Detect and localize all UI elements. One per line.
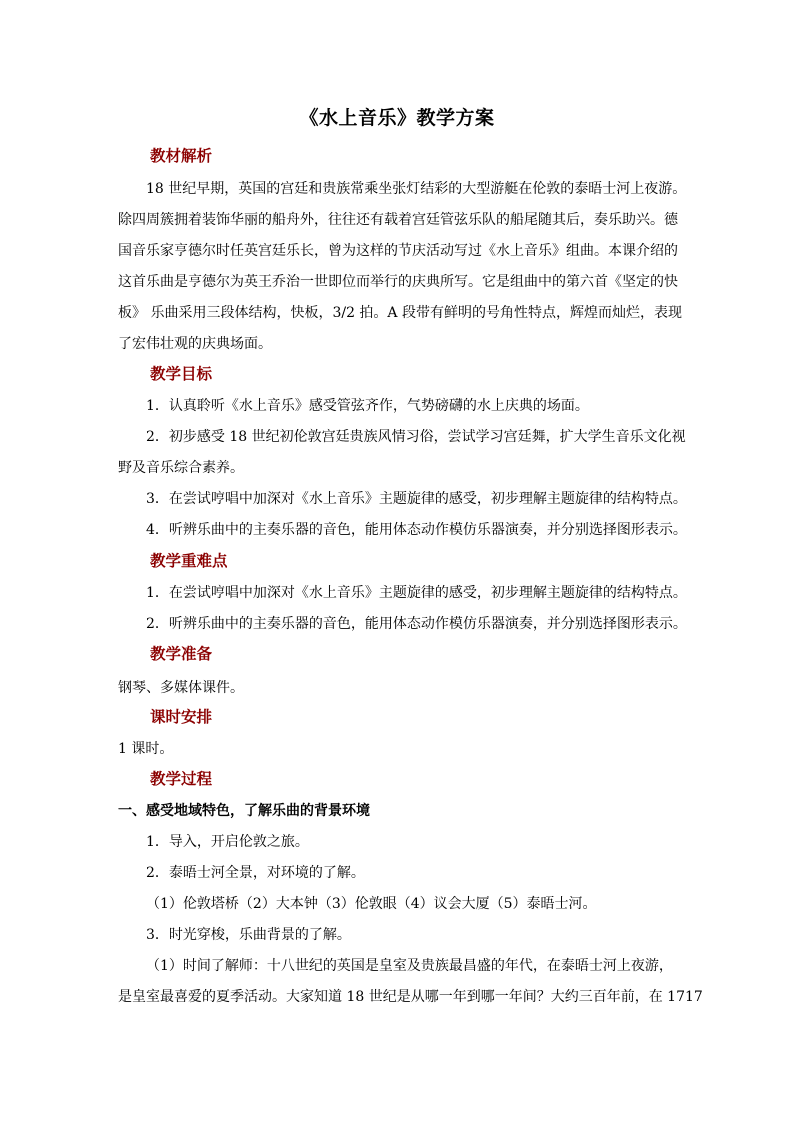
goal-item: 1．认真聆听《水上音乐》感受管弦齐作，气势磅礴的水上庆典的场面。 <box>146 398 589 414</box>
schedule-text: 1 课时。 <box>118 741 174 757</box>
section-heading-key-points: 教学重难点 <box>150 551 228 570</box>
analysis-line: 板》 乐曲采用三段体结构，快板，3/2 拍。A 段带有鲜明的号角性特点，辉煌而灿烂，表现 <box>118 305 682 321</box>
goal-item: 4．听辨乐曲中的主奏乐器的音色，能用体态动作模仿乐器演奏，并分别选择图形表示。 <box>146 522 687 538</box>
section-heading-schedule: 课时安排 <box>150 707 213 726</box>
process-line: （1）时间了解师：十八世纪的英国是皇室及贵族最昌盛的年代，在泰晤士河上夜游， <box>146 958 673 974</box>
goal-item: 2．初步感受 18 世纪初伦敦宫廷贵族风情习俗，尝试学习宫廷舞，扩大学生音乐文化视 <box>146 429 686 445</box>
analysis-line: 这首乐曲是亨德尔为英王乔治一世即位而举行的庆典所写。它是组曲中的第六首《坚定的快 <box>118 274 678 290</box>
document-title: 《水上音乐》教学方案 <box>299 107 495 129</box>
key-point-item: 2．听辨乐曲中的主奏乐器的音色，能用体态动作模仿乐器演奏，并分别选择图形表示。 <box>146 616 687 632</box>
analysis-line: 国音乐家亨德尔时任英宫廷乐长，曾为这样的节庆活动写过《水上音乐》组曲。本课介绍的 <box>118 243 678 259</box>
analysis-line: 了宏伟壮观的庆典场面。 <box>118 336 272 352</box>
process-line: 1．导入，开启伦敦之旅。 <box>146 834 309 850</box>
section-heading-goals: 教学目标 <box>150 364 213 383</box>
section-heading-prep: 教学准备 <box>150 644 213 663</box>
section-heading-process: 教学过程 <box>150 769 213 788</box>
prep-text: 钢琴、多媒体课件。 <box>118 680 244 696</box>
process-line: （1）伦敦塔桥（2）大本钟（3）伦敦眼（4）议会大厦（5）泰晤士河。 <box>146 896 597 912</box>
analysis-line: 除四周簇拥着装饰华丽的船舟外，往往还有载着宫廷管弦乐队的船尾随其后，奏乐助兴。德 <box>118 212 678 228</box>
section-heading-analysis: 教材解析 <box>150 146 213 165</box>
analysis-line: 18 世纪早期，英国的宫廷和贵族常乘坐张灯结彩的大型游艇在伦敦的泰晤士河上夜游。 <box>146 181 687 197</box>
process-line: 是皇室最喜爱的夏季活动。大家知道 18 世纪是从哪一年到哪一年间？大约三百年前，在 1717 <box>118 989 703 1005</box>
process-line: 2．泰晤士河全景，对环境的了解。 <box>146 865 365 881</box>
goal-item: 3．在尝试哼唱中加深对《水上音乐》主题旋律的感受，初步理解主题旋律的结构特点。 <box>146 491 687 507</box>
key-point-item: 1．在尝试哼唱中加深对《水上音乐》主题旋律的感受，初步理解主题旋律的结构特点。 <box>146 585 687 601</box>
process-subheading: 一、感受地域特色，了解乐曲的背景环境 <box>118 803 370 819</box>
goal-item: 野及音乐综合素养。 <box>118 460 244 476</box>
process-line: 3．时光穿梭，乐曲背景的了解。 <box>146 927 351 943</box>
